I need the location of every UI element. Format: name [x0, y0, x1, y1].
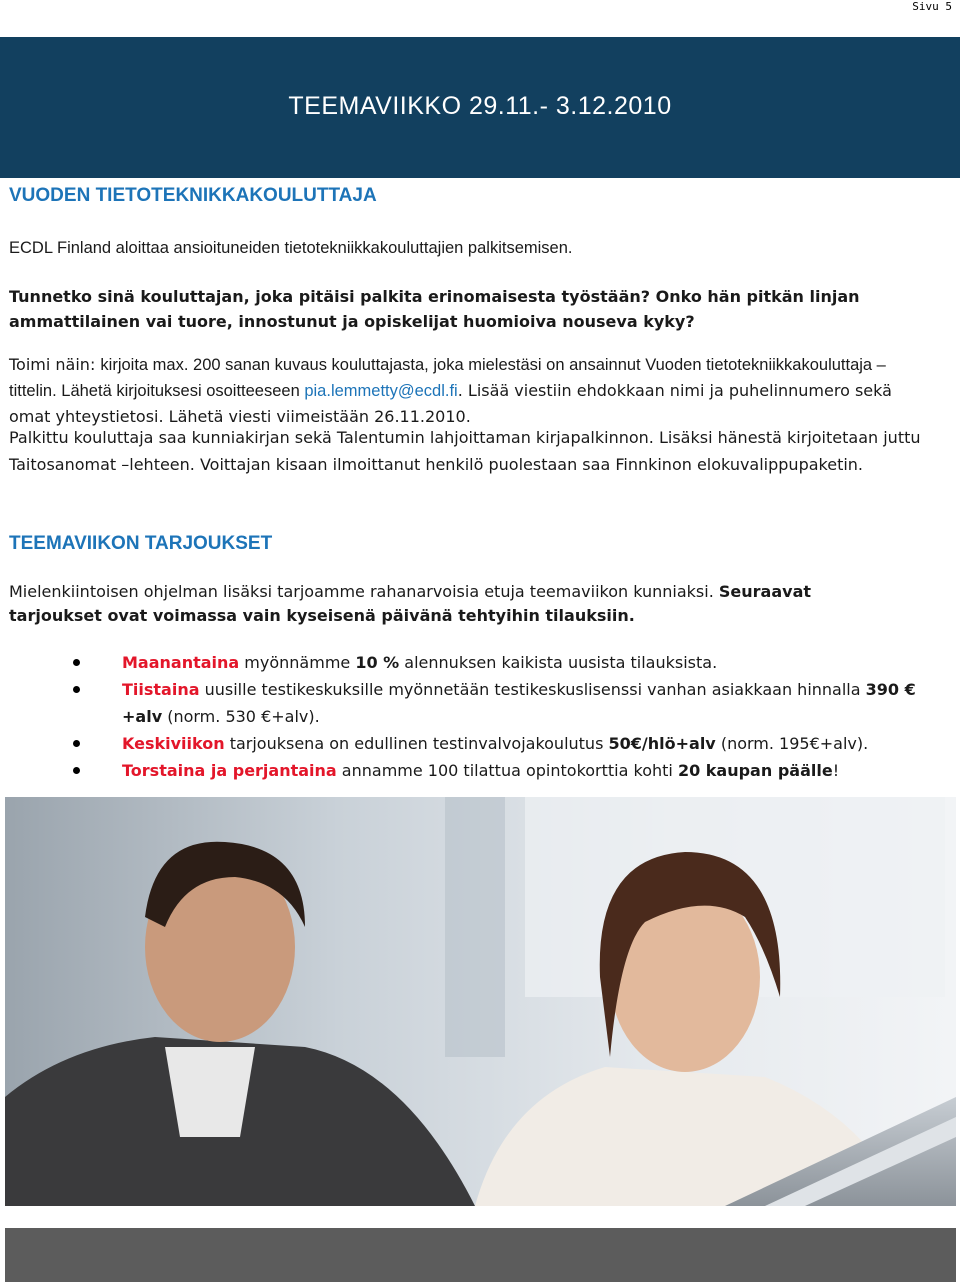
- offers-intro: [9, 580, 909, 628]
- banner-title: TEEMAVIIKKO 29.11.- 3.12.2010: [288, 92, 672, 120]
- offer-day: Keskiviikon: [122, 734, 225, 753]
- offer-highlight: 50€/hlö+alv: [608, 734, 716, 753]
- instructions-tail: . Lisää viestiin ehdokkaan nimi ja puhelinnumero sekä omat yhteystietosi. Lähetä viesti viimeistään 26.11.2010.: [9, 381, 892, 426]
- offer-text: (norm. 530 €+alv).: [162, 707, 320, 726]
- award-intro: ECDL Finland aloittaa ansioituneiden tietotekniikkakouluttajien palkitsemisen.: [9, 239, 573, 257]
- offers-validity: Seuraavat tarjoukset ovat voimassa vain kyseisenä päivänä tehtyihin tilauksiin.: [9, 582, 812, 625]
- offer-text: myönnämme: [239, 653, 356, 672]
- offer-day: Torstaina ja perjantaina: [122, 761, 337, 780]
- offer-text: (norm. 195€+alv).: [715, 734, 869, 753]
- section-heading-award: VUODEN TIETOTEKNIKKAKOULUTTAJA: [9, 185, 377, 206]
- bullet-icon: [73, 767, 80, 774]
- award-instructions: [9, 352, 909, 429]
- instructions-lead: Toimi näin:: [9, 355, 101, 374]
- offer-text: tarjouksena on edullinen testinvalvojakoulutus: [224, 734, 609, 753]
- offer-item: [0, 730, 960, 757]
- offer-day: Maanantaina: [122, 653, 240, 672]
- section-heading-offers: TEEMAVIIKON TARJOUKSET: [9, 533, 273, 554]
- offer-text: uusille testikeskuksille myönnetään testikeskuslisenssi vanhan asiakkaan hinnalla: [199, 680, 866, 699]
- offer-item: [0, 649, 960, 676]
- bullet-icon: [73, 686, 80, 693]
- prize-voter-text: Voittajan kisaan ilmoittanut henkilö puolestaan saa Finnkinon elokuvalippupaketin.: [199, 455, 864, 474]
- offer-text: annamme 100 tilattua opintokorttia kohti: [336, 761, 678, 780]
- prize-text: Palkittu kouluttaja saa kunniakirjan sekä Talentumin lahjoittaman kirjapalkinnon. Lisäksi hänestä kirjoitetaan juttu Taitosanomat –lehteen.: [9, 428, 921, 474]
- offer-text: alennuksen kaikista uusista tilauksista.: [399, 653, 718, 672]
- instructions-send: Lähetä kirjoituksesi osoitteeseen: [61, 382, 305, 400]
- offer-text: !: [832, 761, 840, 780]
- email-link[interactable]: pia.lemmetty@ecdl.fi: [304, 382, 458, 400]
- offer-highlight: 390 €+alv: [122, 680, 916, 726]
- award-question: Tunnetko sinä kouluttajan, joka pitäisi palkita erinomaisesta työstään? Onko hän pitkän linjan ammattilainen vai tuore, innostunut ja opiskelijat huomioiva nouseva kyky?: [9, 287, 860, 331]
- footer-bar: [5, 1228, 956, 1282]
- photo-illustration: [5, 797, 956, 1206]
- award-prize: [9, 424, 954, 478]
- offer-day: Tiistaina: [122, 680, 200, 699]
- bullet-icon: [73, 659, 80, 666]
- offer-highlight: 10 %: [355, 653, 400, 672]
- page-number: Sivu 5: [912, 0, 952, 13]
- offers-list: [0, 649, 960, 784]
- offer-item: [0, 757, 960, 784]
- instructions-body: kirjoita max. 200 sanan kuvaus kouluttajasta, joka mielestäsi on ansainnut Vuoden tietotekniikkakouluttaja –tittelin.: [9, 356, 886, 400]
- offer-highlight: 20 kaupan päälle: [677, 761, 833, 780]
- bullet-icon: [73, 740, 80, 747]
- offer-item: [0, 676, 960, 730]
- photo-people-at-laptop: [5, 797, 956, 1206]
- offers-intro-text: Mielenkiintoisen ohjelman lisäksi tarjoamme rahanarvoisia etuja teemaviikon kunniaksi.: [9, 582, 719, 601]
